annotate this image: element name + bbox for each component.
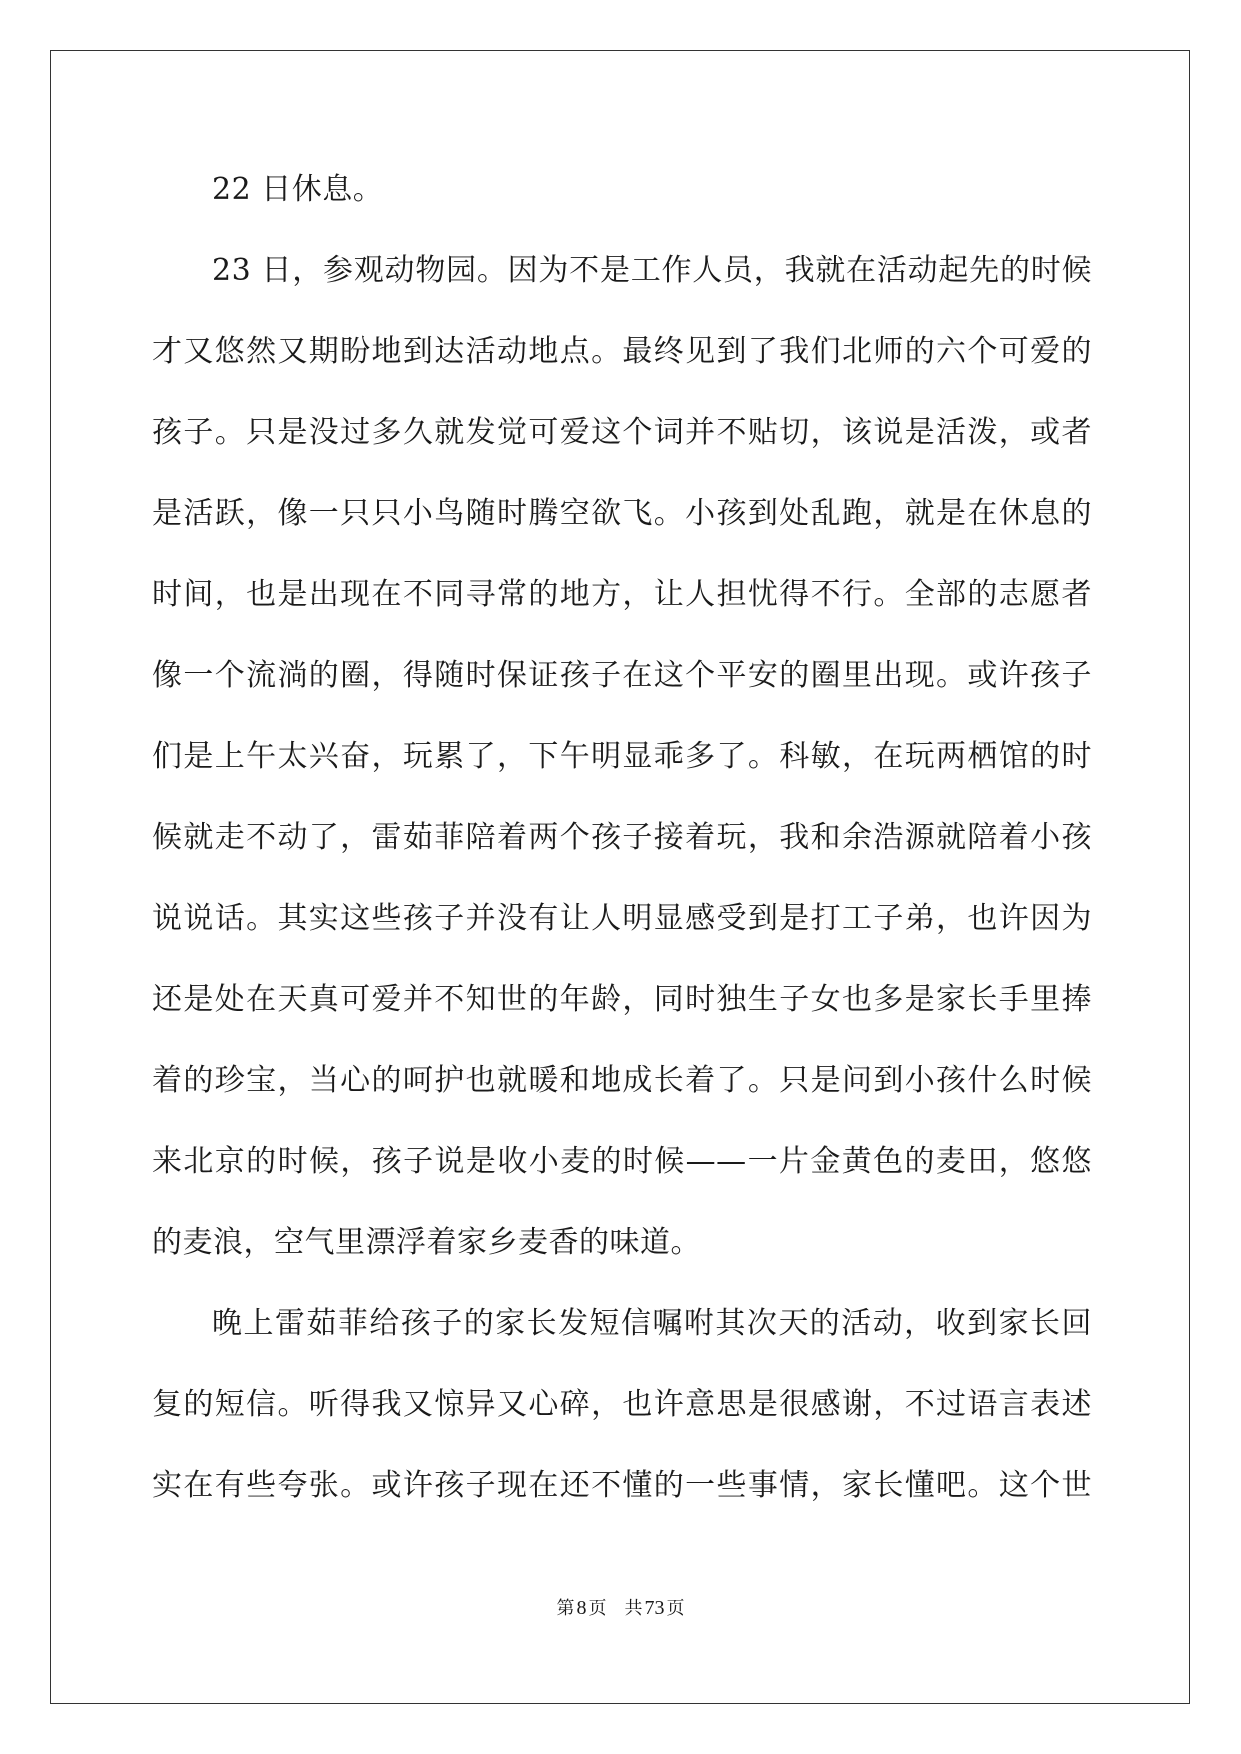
paragraph-line: 复的短信。听得我又惊异又心碎，也许意思是很感谢，不过语言表述	[152, 1387, 1092, 1422]
page-footer	[0, 1596, 1241, 1621]
paragraph-line: 孩子。只是没过多久就发觉可爱这个词并不贴切，该说是活泼，或者	[152, 415, 1092, 450]
paragraph-line: 的麦浪，空气里漂浮着家乡麦香的味道。	[152, 1225, 701, 1260]
paragraph-line: 说说话。其实这些孩子并没有让人明显感受到是打工子弟，也许因为	[152, 901, 1092, 936]
total-pages: 73	[644, 1597, 665, 1619]
paragraph-line: 才又悠然又期盼地到达活动地点。最终见到了我们北师的六个可爱的	[152, 334, 1092, 369]
paragraph-line: 实在有些夸张。或许孩子现在还不懂的一些事情，家长懂吧。这个世	[152, 1468, 1092, 1503]
document-body	[152, 160, 1092, 1537]
paragraph-line: 候就走不动了，雷茹菲陪着两个孩子接着玩，我和余浩源就陪着小孩	[152, 820, 1092, 855]
page-prefix: 第	[556, 1598, 575, 1619]
paragraph-line: 来北京的时候，孩子说是收小麦的时候——一片金黄色的麦田，悠悠	[152, 1144, 1092, 1179]
paragraph-line: 像一个流淌的圈，得随时保证孩子在这个平安的圈里出现。或许孩子	[152, 658, 1092, 693]
total-suffix: 页	[666, 1598, 685, 1619]
paragraph-line: 们是上午太兴奋，玩累了，下午明显乖多了。科敏，在玩两栖馆的时	[152, 739, 1092, 774]
page-suffix: 页	[588, 1598, 607, 1619]
paragraph-line: 时间，也是出现在不同寻常的地方，让人担忧得不行。全部的志愿者	[152, 577, 1092, 612]
paragraph-line: 还是处在天真可爱并不知世的年龄，同时独生子女也多是家长手里捧	[152, 982, 1092, 1017]
paragraph-line: 23 日，参观动物园。因为不是工作人员，我就在活动起先的时候	[212, 253, 1092, 288]
page-number: 8	[576, 1597, 587, 1619]
paragraph-line: 22 日休息。	[212, 172, 384, 207]
paragraph-line: 是活跃，像一只只小鸟随时腾空欲飞。小孩到处乱跑，就是在休息的	[152, 496, 1092, 531]
total-prefix: 共	[624, 1598, 643, 1619]
paragraph-line: 晚上雷茹菲给孩子的家长发短信嘱咐其次天的活动，收到家长回	[212, 1306, 1092, 1341]
paragraph-line: 着的珍宝，当心的呵护也就暖和地成长着了。只是问到小孩什么时候	[152, 1063, 1092, 1098]
